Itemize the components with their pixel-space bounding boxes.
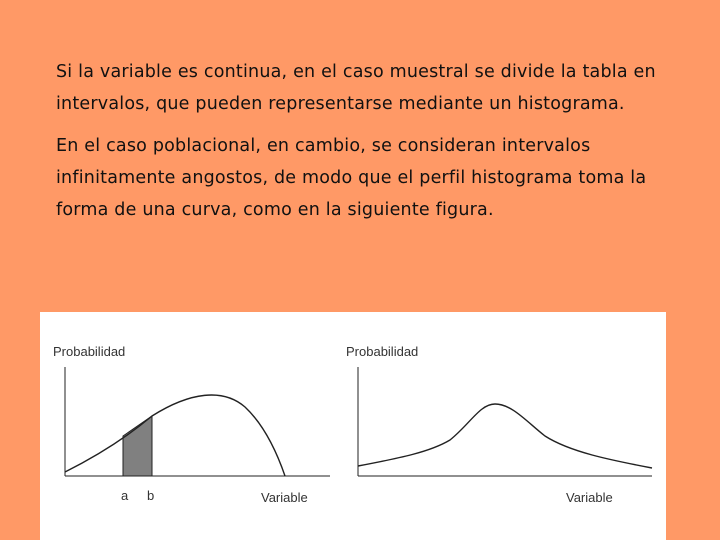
right-panel — [346, 344, 652, 505]
left-panel — [53, 344, 330, 505]
figure-svg — [40, 312, 666, 540]
right-density-curve — [358, 404, 652, 468]
left-density-curve — [65, 395, 285, 476]
paragraph-population-case: En el caso poblacional, en cambio, se consideran intervalos infinitamente angostos, de modo que el perfil histograma toma la forma de una curva, como en la siguiente figura. — [56, 136, 647, 220]
shaded-interval-ab — [123, 416, 152, 476]
left-x-axis-label: Variable — [261, 490, 308, 505]
slide-text — [56, 56, 676, 236]
interval-end-label: b — [147, 488, 155, 503]
probability-figure — [40, 312, 666, 540]
right-y-axis-label: Probabilidad — [346, 344, 419, 359]
right-x-axis-label: Variable — [566, 490, 613, 505]
interval-start-label: a — [121, 488, 129, 503]
paragraph-sample-case: Si la variable es continua, en el caso muestral se divide la tabla en intervalos, que pueden representarse mediante un histograma. — [56, 62, 656, 114]
left-y-axis-label: Probabilidad — [53, 344, 126, 359]
